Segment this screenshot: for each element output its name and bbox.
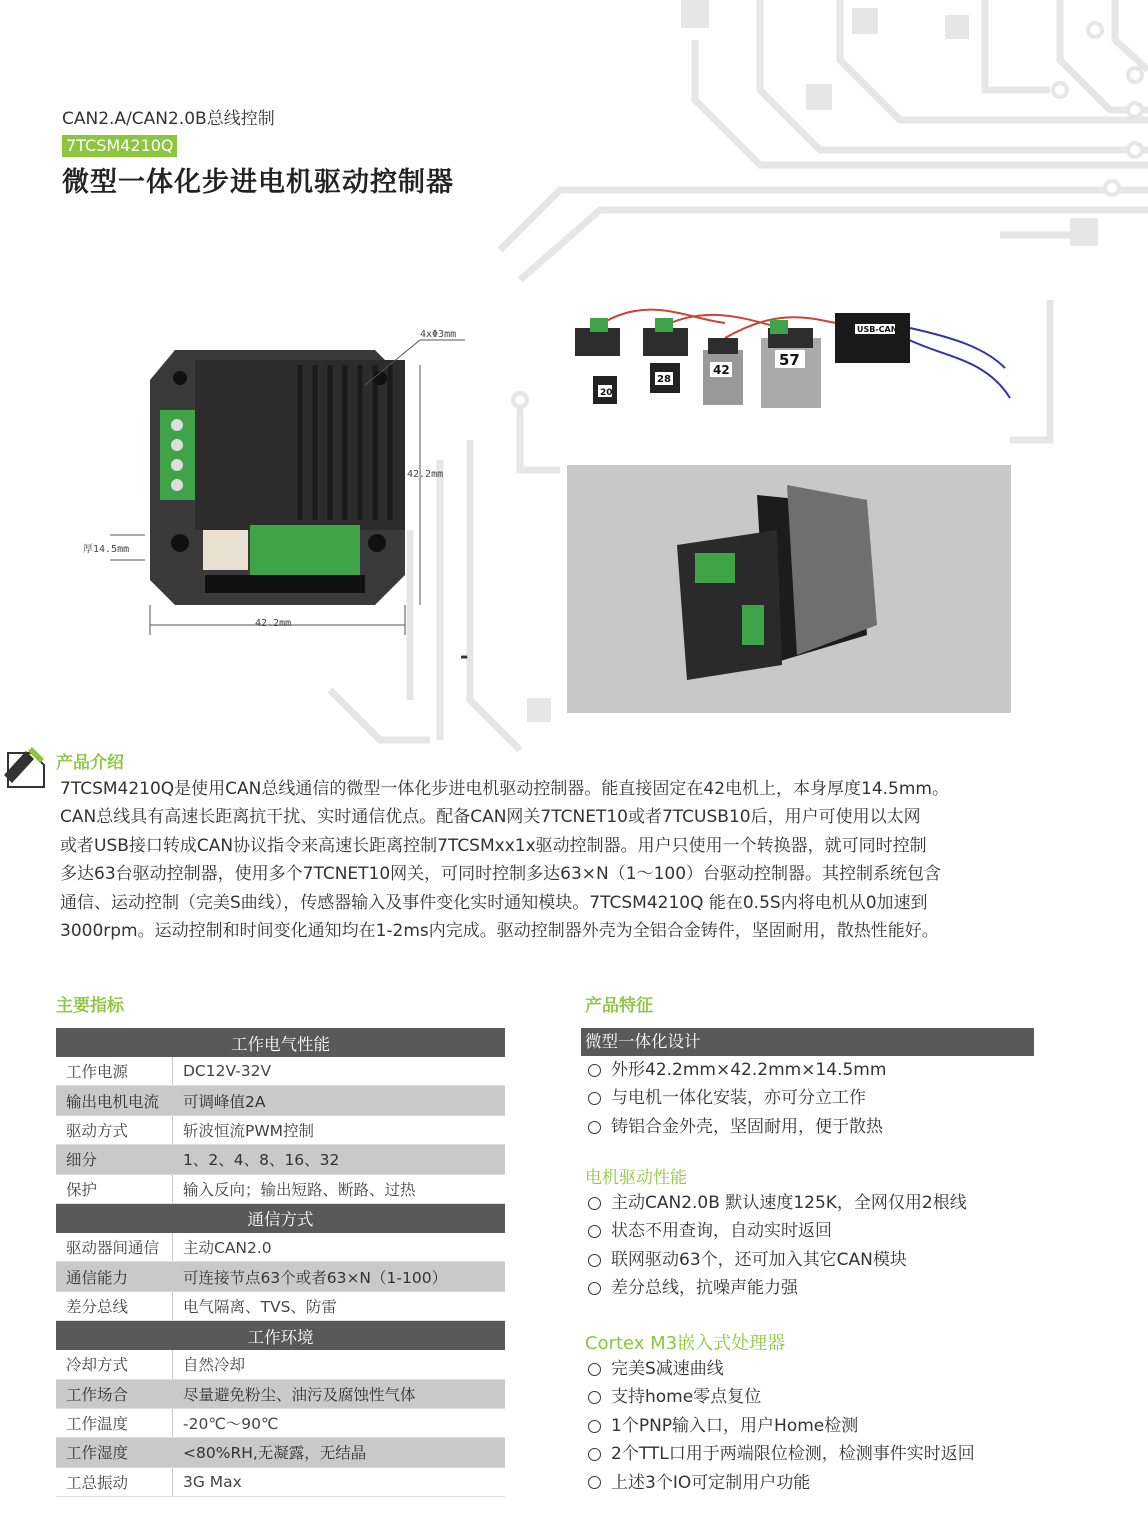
dim-holes-label: 4xΦ3mm xyxy=(420,329,457,340)
feature-item: 2个TTL口用于两端限位检测，检测事件实时返回 xyxy=(585,1440,975,1468)
feature-item: 与电机一体化安装，亦可分立工作 xyxy=(585,1084,886,1112)
spec-key: 驱动方式 xyxy=(56,1115,173,1144)
spec-key: 细分 xyxy=(56,1145,173,1174)
circle-bullet-icon xyxy=(588,1476,601,1489)
feature-item: 完美S减速曲线 xyxy=(585,1355,975,1383)
circle-bullet-icon xyxy=(588,1448,601,1461)
feature-item: 状态不用查询，自动实时返回 xyxy=(585,1217,967,1245)
feature-list-1 xyxy=(585,1056,886,1141)
spec-key: 工作场合 xyxy=(56,1379,173,1408)
spec-value: 斩波恒流PWM控制 xyxy=(173,1115,506,1144)
spec-value: 可连接节点63个或者63×N（1-100） xyxy=(173,1262,506,1291)
gateway-label: USB-CAN xyxy=(857,325,898,334)
feature-list-3 xyxy=(585,1355,975,1497)
spec-key: 冷却方式 xyxy=(56,1350,173,1379)
spec-group-title: 工作环境 xyxy=(56,1321,505,1351)
circle-bullet-icon xyxy=(588,1282,601,1295)
intro-line: CAN总线具有高速长距离抗干扰、实时通信优点。配备CAN网关7TCNET10或者7TCUSB10后，用户可使用以太网 xyxy=(60,807,921,828)
spec-value: 电气隔离、TVS、防雷 xyxy=(173,1291,506,1320)
motor-assembly-photo xyxy=(567,465,1011,713)
page-title: 微型一体化步进电机驱动控制器 xyxy=(62,167,454,198)
circle-bullet-icon xyxy=(588,1420,601,1433)
model-badge: 7TCSM4210Q xyxy=(62,135,177,157)
intro-line: 7TCSM4210Q是使用CAN总线通信的微型一体化步进电机驱动控制器。能直接固定在42电机上，本身厚度14.5mm。 xyxy=(60,779,949,799)
motor-label-57: 57 xyxy=(779,351,800,369)
feature-item: 1个PNP输入口，用户Home检测 xyxy=(585,1412,975,1440)
spec-key: 保护 xyxy=(56,1174,173,1203)
dim-width-label: 42.2mm xyxy=(255,618,292,629)
spec-value: 3G Max xyxy=(173,1467,506,1496)
intro-line: 多达63台驱动控制器，使用多个7TCNET10网关，可同时控制多达63×N（1～100）台驱动控制器。其控制系统包含 xyxy=(60,864,942,885)
circle-bullet-icon xyxy=(588,1121,601,1134)
spec-value: 可调峰值2A xyxy=(173,1086,506,1115)
circle-bullet-icon xyxy=(588,1363,601,1376)
features-bar: 微型一体化设计 xyxy=(581,1028,1034,1056)
spec-value: <80%RH,无凝露，无结晶 xyxy=(173,1438,506,1467)
edit-icon xyxy=(0,745,48,790)
features-heading-3: Cortex M3嵌入式处理器 xyxy=(585,1333,786,1354)
dim-thickness-label: 厚14.5mm xyxy=(83,544,130,555)
intro-line: 3000rpm。运动控制和时间变化通知均在1-2ms内完成。驱动控制器外壳为全铝合金铸件，坚固耐用，散热性能好。 xyxy=(60,921,939,942)
features-heading: 产品特征 xyxy=(585,996,653,1016)
motor-label-20: 20 xyxy=(600,388,613,398)
motor-label-28: 28 xyxy=(657,374,671,385)
spec-value: DC12V-32V xyxy=(173,1057,506,1086)
spec-value: 尽量避免粉尘、油污及腐蚀性气体 xyxy=(173,1379,506,1408)
feature-item: 主动CAN2.0B 默认速度125K，全网仅用2根线 xyxy=(585,1189,967,1217)
spec-group-title: 工作电气性能 xyxy=(56,1028,505,1057)
feature-item: 外形42.2mm×42.2mm×14.5mm xyxy=(585,1056,886,1084)
spec-table xyxy=(56,1028,505,1497)
circle-bullet-icon xyxy=(588,1225,601,1238)
spec-key: 输出电机电流 xyxy=(56,1086,173,1115)
product-dimension-drawing xyxy=(75,320,495,640)
spec-value: 1、2、4、8、16、32 xyxy=(173,1145,506,1174)
feature-item: 差分总线，抗噪声能力强 xyxy=(585,1274,967,1302)
circle-bullet-icon xyxy=(588,1064,601,1077)
circle-bullet-icon xyxy=(588,1391,601,1404)
circle-bullet-icon xyxy=(588,1197,601,1210)
spec-value: 输入反向；输出短路、断路、过热 xyxy=(173,1174,506,1203)
circle-bullet-icon xyxy=(588,1254,601,1267)
feature-item: 支持home零点复位 xyxy=(585,1383,975,1411)
intro-text xyxy=(56,775,1046,945)
spec-value: -20℃～90℃ xyxy=(173,1408,506,1437)
spec-key: 工作电源 xyxy=(56,1057,173,1086)
spec-value: 自然冷却 xyxy=(173,1350,506,1379)
spec-key: 工总振动 xyxy=(56,1467,173,1496)
intro-line: 或者USB接口转成CAN协议指令来高速长距离控制7TCSMxx1x驱动控制器。用户只使用一个转换器，就可同时控制 xyxy=(60,835,927,856)
motor-family-photo xyxy=(565,298,1015,423)
motor-label-42: 42 xyxy=(713,363,730,377)
spec-key: 通信能力 xyxy=(56,1262,173,1291)
spec-key: 驱动器间通信 xyxy=(56,1233,173,1262)
feature-item: 铸铝合金外壳，坚固耐用，便于散热 xyxy=(585,1113,886,1141)
feature-item: 联网驱动63个，还可加入其它CAN模块 xyxy=(585,1246,967,1274)
specs-heading: 主要指标 xyxy=(56,996,124,1016)
header-subtitle: CAN2.A/CAN2.0B总线控制 xyxy=(62,109,275,129)
spec-value: 主动CAN2.0 xyxy=(173,1233,506,1262)
features-heading-2: 电机驱动性能 xyxy=(585,1168,687,1188)
spec-key: 工作湿度 xyxy=(56,1438,173,1467)
intro-heading: 产品介绍 xyxy=(56,753,124,773)
dash-mark: - xyxy=(460,644,469,668)
dim-height-label: 42.2mm xyxy=(407,469,444,480)
feature-item: 上述3个IO可定制用户功能 xyxy=(585,1469,975,1497)
spec-key: 差分总线 xyxy=(56,1291,173,1320)
spec-group-title: 通信方式 xyxy=(56,1203,505,1233)
feature-list-2 xyxy=(585,1189,967,1303)
intro-line: 通信、运动控制（完美S曲线），传感器输入及事件变化实时通知模块。7TCSM4210Q 能在0.5S内将电机从0加速到 xyxy=(60,892,928,913)
spec-key: 工作温度 xyxy=(56,1408,173,1437)
circle-bullet-icon xyxy=(588,1092,601,1105)
